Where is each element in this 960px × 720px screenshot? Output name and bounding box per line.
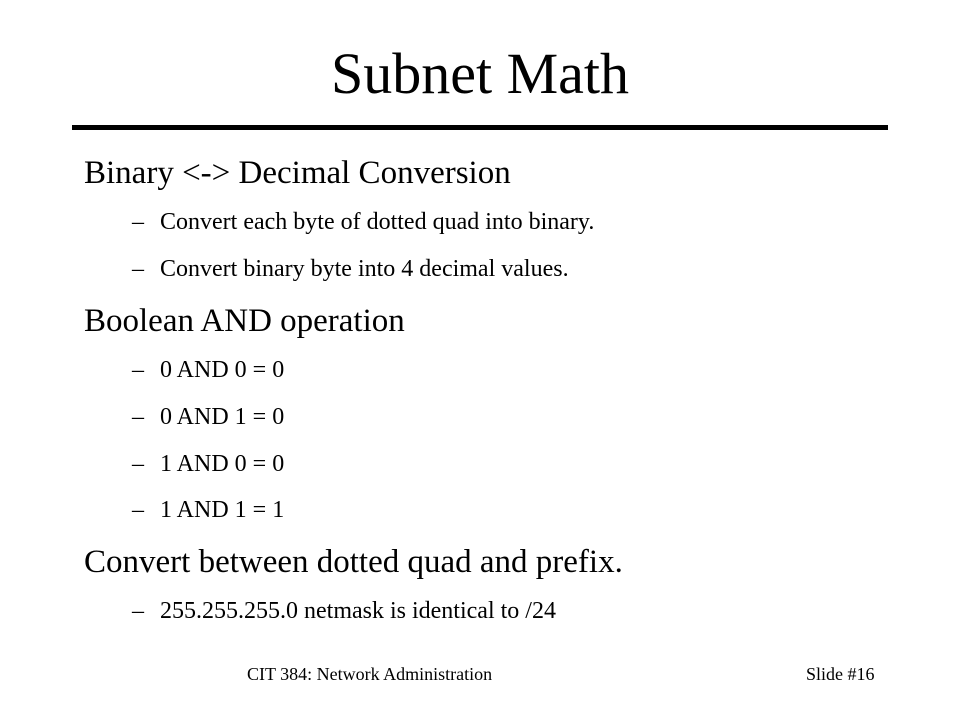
title-divider — [72, 125, 888, 130]
footer-slide-number: Slide #16 — [806, 664, 875, 684]
sub-bullet-text: Convert binary byte into 4 decimal values. — [160, 256, 569, 282]
bullet-dotted-quad-prefix: Convert between dotted quad and prefix. — [84, 544, 623, 580]
dash-glyph: – — [132, 497, 144, 523]
dash-glyph: – — [132, 256, 144, 282]
sub-bullet-and-1-1 — [132, 495, 284, 525]
sub-bullet-text: 1 AND 1 = 1 — [160, 497, 285, 523]
dash-glyph: – — [132, 404, 144, 430]
dash-glyph: – — [132, 451, 144, 477]
sub-bullet-netmask — [132, 596, 556, 626]
sub-bullet-text: 255.255.255.0 netmask is identical to /24 — [160, 598, 556, 624]
dash-glyph: – — [132, 357, 144, 383]
sub-bullet-convert-binary — [132, 254, 569, 284]
bullet-binary-decimal: Binary <-> Decimal Conversion — [84, 155, 511, 191]
dash-glyph: – — [132, 598, 144, 624]
sub-bullet-convert-byte — [132, 207, 594, 237]
sub-bullet-text: 0 AND 0 = 0 — [160, 357, 285, 383]
sub-bullet-text: 0 AND 1 = 0 — [160, 404, 285, 430]
sub-bullet-and-0-0 — [132, 355, 284, 385]
bullet-boolean-and: Boolean AND operation — [84, 303, 405, 339]
footer-course: CIT 384: Network Administration — [247, 664, 493, 684]
sub-bullet-text: Convert each byte of dotted quad into binary. — [160, 209, 595, 235]
sub-bullet-text: 1 AND 0 = 0 — [160, 451, 285, 477]
dash-glyph: – — [132, 209, 144, 235]
slide-title: Subnet Math — [330, 41, 630, 106]
sub-bullet-and-1-0 — [132, 449, 284, 479]
sub-bullet-and-0-1 — [132, 402, 284, 432]
